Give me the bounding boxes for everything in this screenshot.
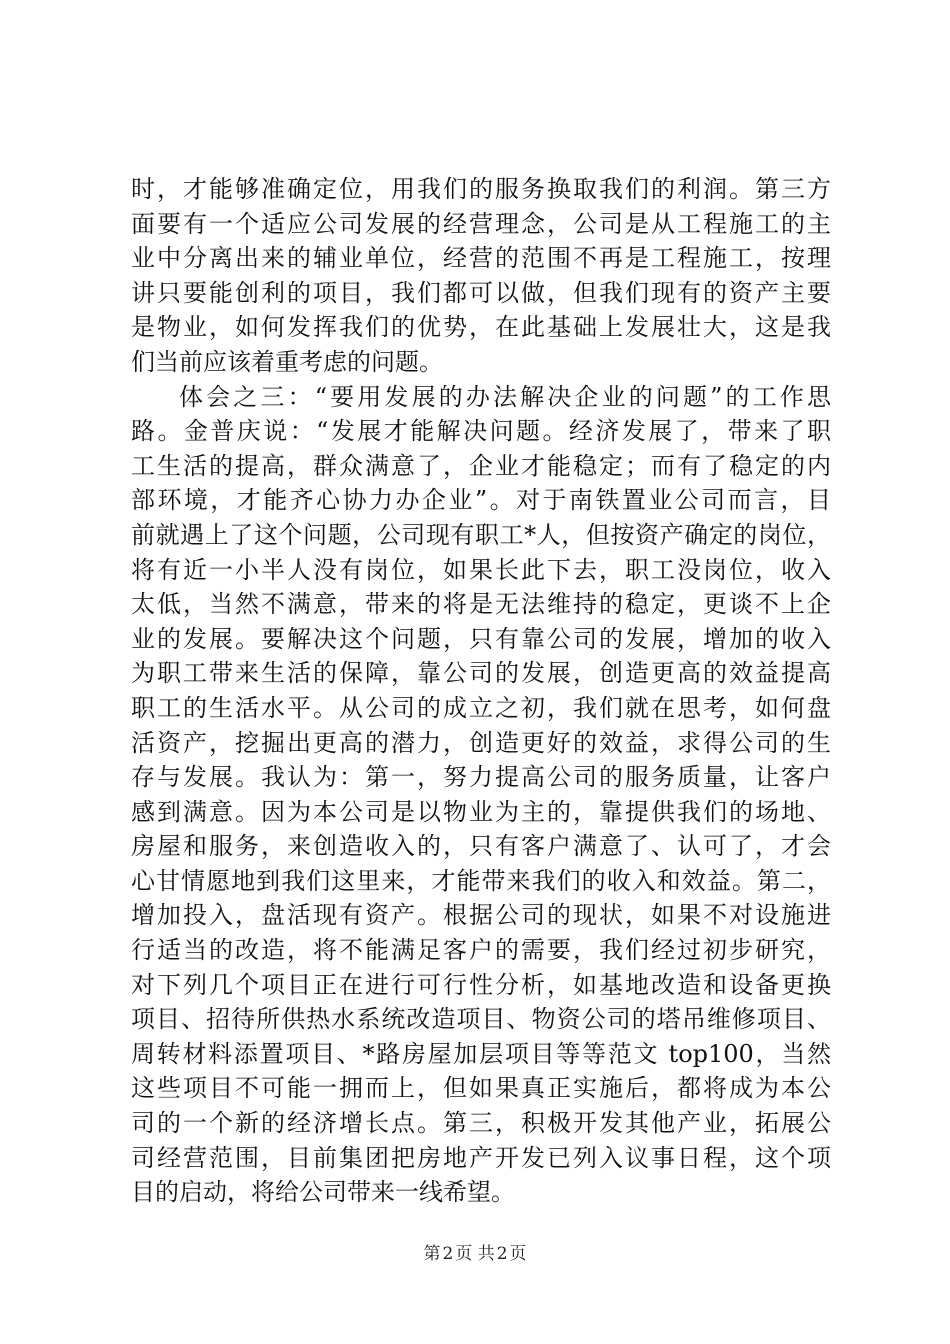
text-line: 目的启动，将给公司带来一线希望。 — [131, 1178, 515, 1207]
text-line: 是物业，如何发挥我们的优势，在此基础上发展壮大，这是我 — [131, 313, 831, 342]
text-line: 存与发展。我认为：第一，努力提高公司的服务质量，让客户 — [131, 763, 831, 792]
text-line: 体会之三：“要用发展的办法解决企业的问题”的工作思 — [179, 382, 831, 411]
text-line: 增加投入，盘活现有资产。根据公司的现状，如果不对设施进 — [131, 901, 831, 930]
text-line: 部环境，才能齐心协力办企业”。对于南铁置业公司而言，目 — [131, 486, 831, 515]
text-line: 房屋和服务，来创造收入的，只有客户满意了、认可了，才会 — [131, 832, 831, 861]
text-line: 心甘情愿地到我们这里来，才能带来我们的收入和效益。第二， — [131, 866, 831, 895]
text-line: 行适当的改造，将不能满足客户的需要，我们经过初步研究， — [131, 936, 831, 965]
text-line: 活资产，挖掘出更高的潜力，创造更好的效益，求得公司的生 — [131, 728, 831, 757]
page-label-prefix: 第 — [423, 1244, 441, 1264]
text-line: 这些项目不可能一拥而上，但如果真正实施后，都将成为本公 — [131, 1074, 831, 1103]
text-line: 项目、招待所供热水系统改造项目、物资公司的塔吊维修项目、 — [131, 1005, 831, 1034]
text-line: 太低，当然不满意，带来的将是无法维持的稳定，更谈不上企 — [131, 590, 831, 619]
text-line: 面要有一个适应公司发展的经营理念，公司是从工程施工的主 — [131, 209, 831, 238]
paragraph-2 — [131, 380, 831, 1210]
text-line: 为职工带来生活的保障，靠公司的发展，创造更高的效益提高 — [131, 659, 831, 688]
current-page-number: 2 — [442, 1244, 454, 1264]
text-line: 职工的生活水平。从公司的成立之初，我们就在思考，如何盘 — [131, 693, 831, 722]
page-label-mid: 页 共 — [455, 1244, 495, 1264]
text-line: 将有近一小半人没有岗位，如果长此下去，职工没岗位，收入 — [131, 555, 831, 584]
text-line: 司经营范围，目前集团把房地产开发已列入议事日程，这个项 — [131, 1143, 831, 1172]
paragraph-1 — [131, 172, 831, 380]
text-line: 们当前应该着重考虑的问题。 — [131, 347, 443, 376]
text-line: 司的一个新的经济增长点。第三，积极开发其他产业，拓展公 — [131, 1109, 831, 1138]
text-line: 感到满意。因为本公司是以物业为主的，靠提供我们的场地、 — [131, 797, 831, 826]
text-line: 时，才能够准确定位，用我们的服务换取我们的利润。第三方 — [131, 175, 831, 203]
document-body — [131, 172, 831, 1210]
text-line: 对下列几个项目正在进行可行性分析，如基地改造和设备更换 — [131, 970, 831, 999]
text-line: 讲只要能创利的项目，我们都可以做，但我们现有的资产主要 — [131, 278, 831, 307]
text-line: 业中分离出来的辅业单位，经营的范围不再是工程施工，按理 — [131, 244, 831, 273]
total-pages-number: 2 — [496, 1244, 508, 1264]
page-footer — [0, 1244, 950, 1264]
text-line: 周转材料添置项目、*路房屋加层项目等等范文 top100，当然 — [131, 1039, 831, 1068]
page-label-suffix: 页 — [509, 1244, 527, 1264]
text-line: 业的发展。要解决这个问题，只有靠公司的发展，增加的收入 — [131, 624, 831, 653]
text-line: 前就遇上了这个问题，公司现有职工*人，但按资产确定的岗位， — [131, 520, 831, 549]
text-line: 路。金普庆说：“发展才能解决问题。经济发展了，带来了职 — [131, 417, 831, 446]
text-line: 工生活的提高，群众满意了，企业才能稳定；而有了稳定的内 — [131, 451, 831, 480]
